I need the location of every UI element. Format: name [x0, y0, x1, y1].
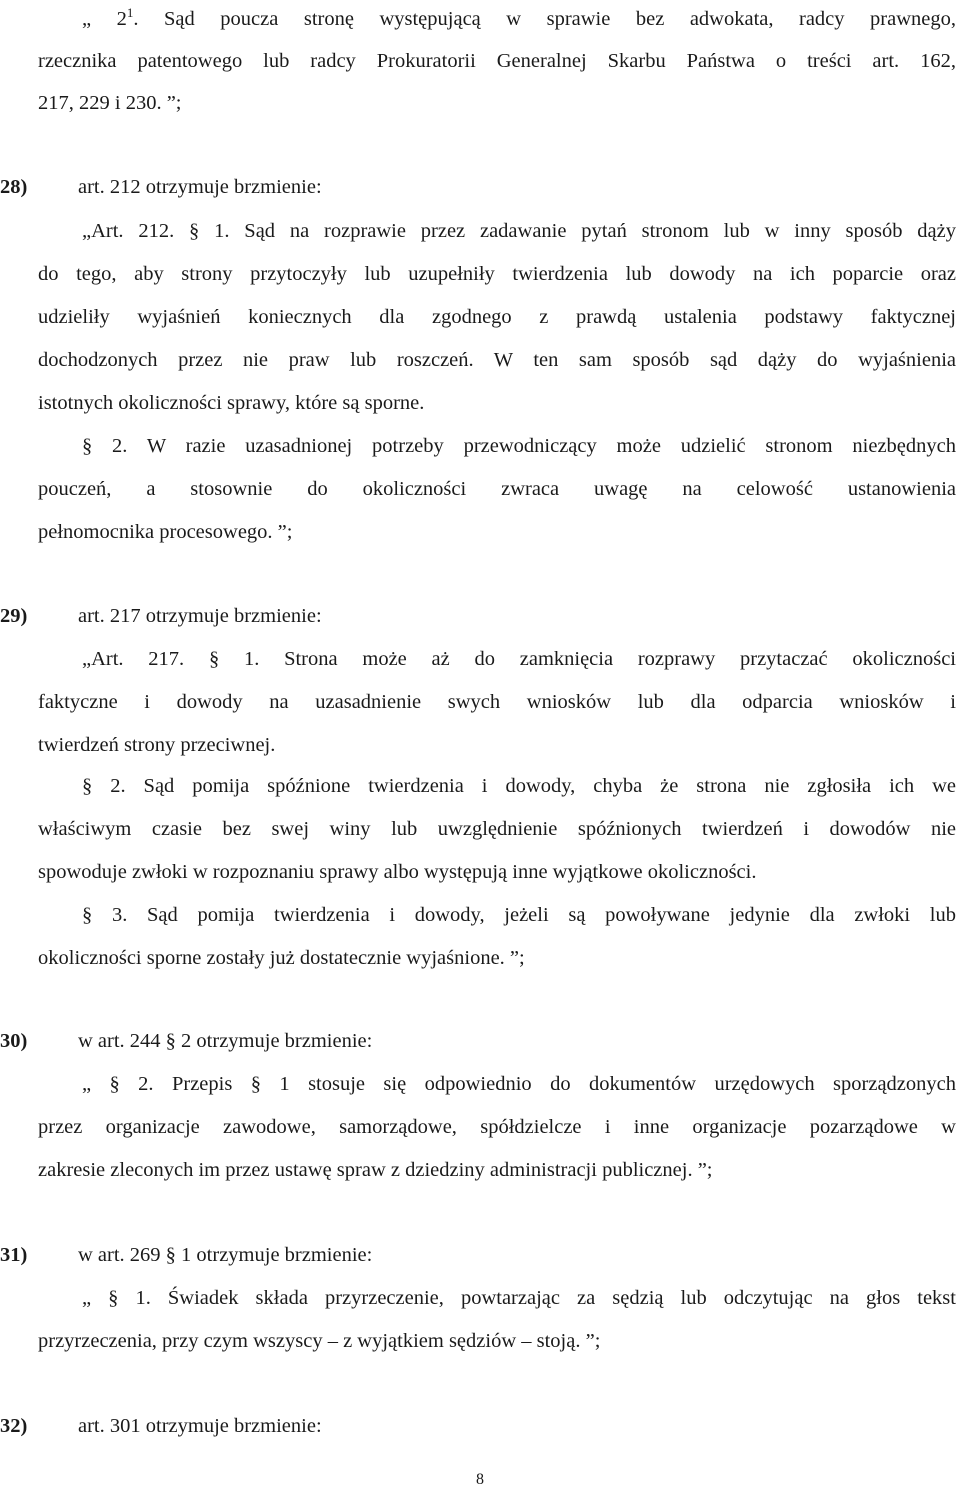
point-number: 29): [0, 605, 28, 627]
text-line: właściwym czasie bez swej winy lub uwzględnienie spóźnionych twierdzeń i dowodów nie: [38, 818, 956, 840]
text-line: „ § 2. Przepis § 1 stosuje się odpowiednio do dokumentów urzędowych sporządzonych: [82, 1073, 956, 1095]
text-line: istotnych okoliczności sprawy, które są sporne.: [38, 392, 425, 414]
point-text: art. 217 otrzymuje brzmienie:: [78, 605, 322, 627]
point-text: w art. 244 § 2 otrzymuje brzmienie:: [78, 1030, 373, 1052]
text-line: „Art. 212. § 1. Sąd na rozprawie przez zadawanie pytań stronom lub w inny sposób dąży: [82, 220, 956, 242]
text-line: „Art. 217. § 1. Strona może aż do zamknięcia rozprawy przytaczać okoliczności: [82, 648, 956, 670]
point-text: art. 212 otrzymuje brzmienie:: [78, 176, 322, 198]
point-number: 30): [0, 1030, 28, 1052]
text-line: twierdzeń strony przeciwnej.: [38, 734, 276, 756]
point-number: 32): [0, 1415, 28, 1437]
text-line: § 3. Sąd pomija twierdzenia i dowody, jeżeli są powoływane jedynie dla zwłoki lub: [82, 904, 956, 926]
text-line: § 2. Sąd pomija spóźnione twierdzenia i dowody, chyba że strona nie zgłosiła ich we: [82, 775, 956, 797]
point-text: art. 301 otrzymuje brzmienie:: [78, 1415, 322, 1437]
text-line: pełnomocnika procesowego. ”;: [38, 521, 293, 543]
text-line: „ $2^1$. Sąd poucza stronę występującą w sprawie bez adwokata, radcy prawnego,: [82, 5, 956, 30]
point-number: 28): [0, 176, 28, 198]
text-line: udzieliły wyjaśnień koniecznych dla zgodnego z prawdą ustalenia podstawy faktycznej: [38, 306, 956, 328]
point-number: 31): [0, 1244, 28, 1266]
text-line: przez organizacje zawodowe, samorządowe, spółdzielcze i inne organizacje pozarządowe w: [38, 1116, 956, 1138]
point-text: w art. 269 § 1 otrzymuje brzmienie:: [78, 1244, 373, 1266]
text-line: pouczeń, a stosownie do okoliczności zwraca uwagę na celowość ustanowienia: [38, 478, 956, 500]
text-line: faktyczne i dowody na uzasadnienie swych wniosków lub dla odparcia wniosków i: [38, 691, 956, 713]
text-line: dochodzonych przez nie praw lub roszczeń. W ten sam sposób sąd dąży do wyjaśnienia: [38, 349, 956, 371]
text-line: okoliczności sporne zostały już dostatecznie wyjaśnione. ”;: [38, 947, 525, 969]
text-line: § 2. W razie uzasadnionej potrzeby przewodniczący może udzielić stronom niezbędnych: [82, 435, 956, 457]
text-line: 217, 229 i 230. ”;: [38, 92, 182, 114]
text-line: „ § 1. Świadek składa przyrzeczenie, powtarzając za sędzią lub odczytując na głos tekst: [82, 1287, 956, 1309]
text-line: przyrzeczenia, przy czym wszyscy – z wyjątkiem sędziów – stoją. ”;: [38, 1330, 601, 1352]
page-number: 8: [476, 1471, 484, 1488]
text-line: rzecznika patentowego lub radcy Prokuratorii Generalnej Skarbu Państwa o treści art. 162,: [38, 50, 956, 72]
text-line: zakresie zleconych im przez ustawę spraw z dziedziny administracji publicznej. ”;: [38, 1159, 713, 1181]
text-line: spowoduje zwłoki w rozpoznaniu sprawy albo występują inne wyjątkowe okoliczności.: [38, 861, 757, 883]
text-line: do tego, aby strony przytoczyły lub uzupełniły twierdzenia lub dowody na ich poparcie oraz: [38, 263, 956, 285]
